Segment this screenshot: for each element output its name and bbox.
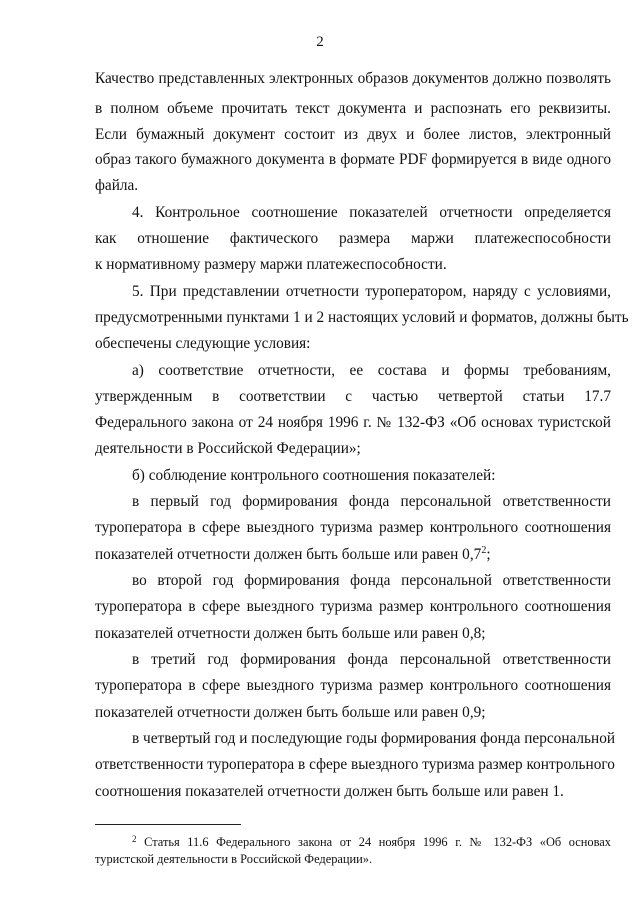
paragraph-line: показателей отчетности должен быть больше или равен 0,9; bbox=[95, 704, 486, 721]
paragraph-line: образ такого бумажного документа в формате PDF формируется в виде одного bbox=[95, 151, 611, 168]
paragraph-line: во второй год формирования фонда персональной ответственности bbox=[132, 572, 611, 589]
paragraph-line bbox=[95, 546, 611, 564]
paragraph-line: соотношения показателей отчетности должен быть больше или равен 1. bbox=[95, 783, 564, 800]
paragraph-line: к нормативному размеру маржи платежеспособности. bbox=[95, 256, 447, 273]
paragraph-line-tail: ; bbox=[486, 546, 491, 563]
paragraph-line: файла. bbox=[95, 177, 139, 194]
page-number: 2 bbox=[316, 34, 324, 50]
paragraph-line: деятельности в Российской Федерации»; bbox=[95, 440, 361, 457]
paragraph-line: Если бумажный документ состоит из двух и более листов, электронный bbox=[95, 126, 611, 143]
paragraph-line: показателей отчетности должен быть больше или равен 0,8; bbox=[95, 625, 486, 642]
footnote-line: туристской деятельности в Российской Федерации». bbox=[95, 852, 373, 866]
paragraph-line: предусмотренными пунктами 1 и 2 настоящих условий и форматов, должны быть bbox=[95, 309, 629, 326]
paragraph-line: как отношение фактического размера маржи платежеспособности bbox=[95, 230, 611, 247]
paragraph-line: в третий год формирования фонда персональной ответственности bbox=[132, 651, 611, 668]
footnote-separator bbox=[95, 824, 241, 825]
paragraph-line: туроператора в сфере выездного туризма размер контрольного соотношения bbox=[95, 677, 611, 694]
footnote-reference: 2 bbox=[481, 545, 487, 556]
paragraph-line: туроператора в сфере выездного туризма размер контрольного соотношения bbox=[95, 598, 611, 615]
paragraph-line: Федерального закона от 24 ноября 1996 г. № 132-ФЗ «Об основах туристской bbox=[95, 414, 611, 431]
paragraph-line: туроператора в сфере выездного туризма размер контрольного соотношения bbox=[95, 519, 611, 536]
paragraph-line: в четвертый год и последующие годы формирования фонда персональной bbox=[132, 730, 616, 747]
paragraph-line: а) соответствие отчетности, ее состава и формы требованиям, bbox=[132, 362, 611, 379]
paragraph-line: в полном объеме прочитать текст документа и распознать его реквизиты. bbox=[95, 100, 611, 117]
paragraph-line: Качество представленных электронных образов документов должно позволять bbox=[95, 70, 611, 87]
footnote-text: Статья 11.6 Федерального закона от 24 ноября 1996 г. № 132-ФЗ «Об основах bbox=[144, 835, 611, 849]
paragraph-line: обеспечены следующие условия: bbox=[95, 335, 311, 352]
paragraph-line: ответственности туроператора в сфере выездного туризма размер контрольного bbox=[95, 756, 615, 773]
paragraph-line: 4. Контрольное соотношение показателей отчетности определяется bbox=[132, 204, 611, 221]
paragraph-line-text: показателей отчетности должен быть больше или равен 0,7 bbox=[95, 546, 482, 563]
footnote-marker: 2 bbox=[132, 834, 137, 844]
paragraph-line: б) соблюдение контрольного соотношения показателей: bbox=[132, 467, 496, 484]
paragraph-line: в первый год формирования фонда персональной ответственности bbox=[132, 493, 611, 510]
paragraph-line: 5. При представлении отчетности туроператором, наряду с условиями, bbox=[132, 283, 611, 300]
paragraph-line: утвержденным в соответствии с частью четвертой статьи 17.7 bbox=[95, 388, 611, 405]
footnote-line bbox=[132, 835, 611, 850]
